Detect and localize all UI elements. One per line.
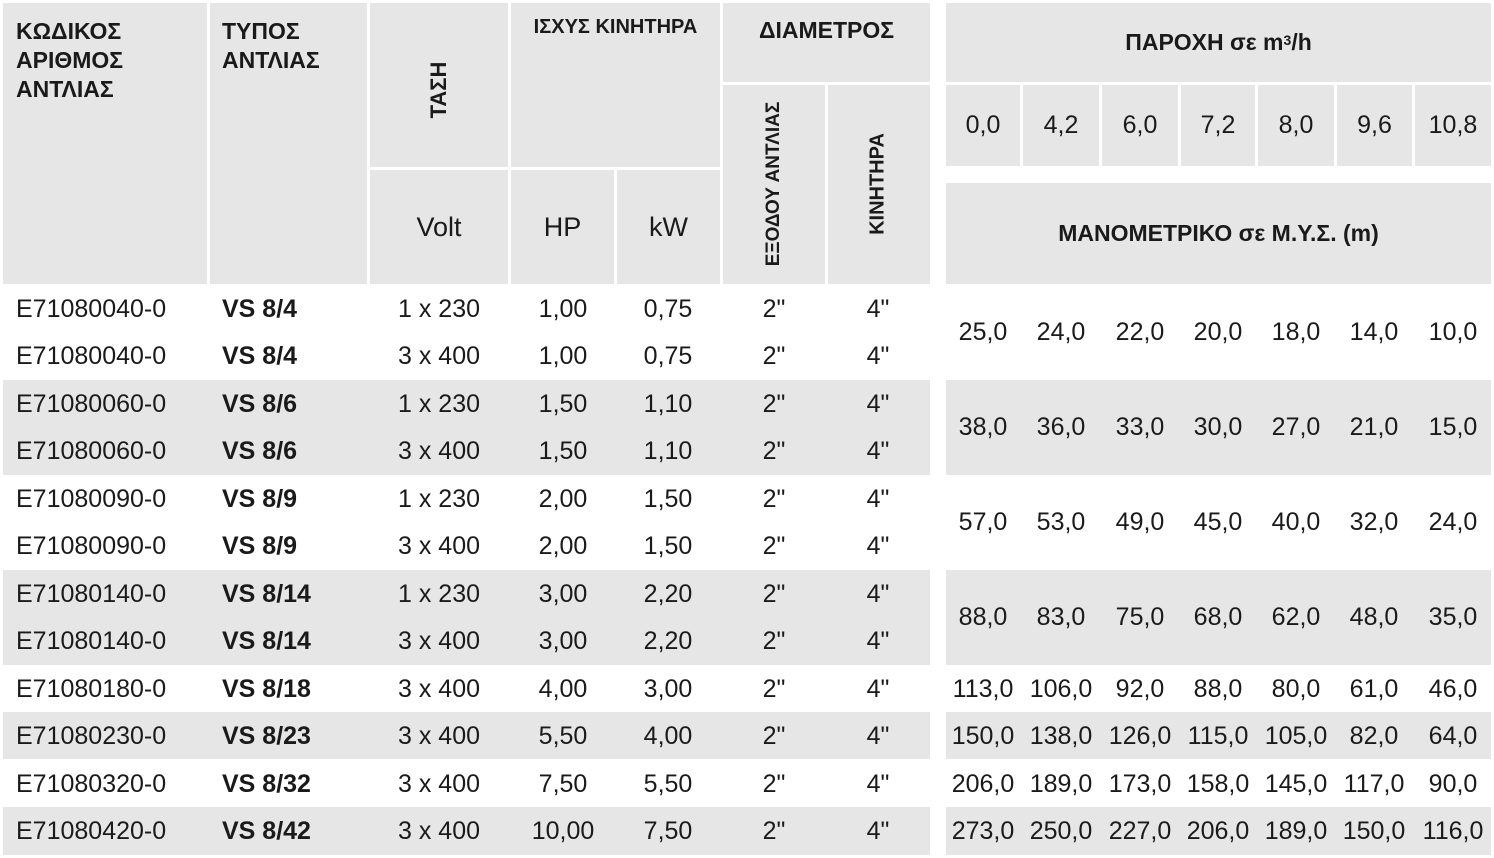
pump-kw: 1,10: [643, 390, 693, 418]
pump-voltage: 3 x 400: [397, 532, 481, 560]
pump-voltage: 1 x 230: [397, 295, 481, 323]
head-value: 22,0: [1115, 318, 1165, 346]
header-hp: HP: [543, 211, 582, 242]
pump-type: VS 8/4: [222, 342, 298, 370]
head-value: 158,0: [1186, 770, 1250, 798]
head-value: 145,0: [1264, 770, 1328, 798]
pump-motor-diameter: 4": [866, 485, 890, 513]
head-value: 24,0: [1428, 508, 1478, 536]
head-value: 49,0: [1115, 508, 1165, 536]
pump-hp: 5,50: [538, 722, 588, 750]
pump-outlet-diameter: 2": [762, 675, 786, 703]
head-value: 206,0: [951, 770, 1015, 798]
head-value: 10,0: [1428, 318, 1478, 346]
pump-type: VS 8/4: [222, 295, 298, 323]
pump-kw: 2,20: [643, 580, 693, 608]
pump-motor-diameter: 4": [866, 532, 890, 560]
head-value: 40,0: [1271, 508, 1321, 536]
pump-type: VS 8/32: [222, 770, 311, 798]
header-volt-unit: Volt: [416, 211, 462, 242]
pump-hp: 1,50: [538, 390, 588, 418]
flow-value: 7,2: [1200, 111, 1236, 139]
pump-hp: 1,50: [538, 437, 588, 465]
head-value: 18,0: [1271, 318, 1321, 346]
head-value: 173,0: [1108, 770, 1172, 798]
pump-hp: 3,00: [538, 627, 588, 655]
pump-code: E71080180-0: [16, 675, 167, 703]
header-flow: [946, 3, 1491, 82]
pump-voltage: 3 x 400: [397, 437, 481, 465]
header-type: ΤΥΠΟΣ ΑΝΤΛΙΑΣ: [222, 18, 320, 73]
flow-value: 4,2: [1043, 111, 1079, 139]
head-value: 90,0: [1428, 770, 1478, 798]
pump-motor-diameter: 4": [866, 675, 890, 703]
flow-value: 10,8: [1428, 111, 1478, 139]
header-code: ΚΩΔΙΚΟΣ ΑΡΙΘΜΟΣ ΑΝΤΛΙΑΣ: [16, 18, 124, 102]
head-value: 33,0: [1115, 413, 1165, 441]
pump-kw: 4,00: [643, 722, 693, 750]
pump-type: VS 8/6: [222, 437, 298, 465]
pump-motor-diameter: 4": [866, 627, 890, 655]
head-value: 105,0: [1264, 722, 1328, 750]
header-motor: ΚΙΝΗΤΗΡΑ: [866, 133, 889, 235]
head-value: 88,0: [958, 603, 1008, 631]
head-value: 106,0: [1029, 675, 1093, 703]
head-value: 116,0: [1422, 817, 1484, 845]
pump-outlet-diameter: 2": [762, 390, 786, 418]
pump-code: E71080230-0: [16, 722, 167, 750]
pump-motor-diameter: 4": [866, 342, 890, 370]
pump-motor-diameter: 4": [866, 770, 890, 798]
pump-outlet-diameter: 2": [762, 722, 786, 750]
header-flow-sup: 3: [1283, 32, 1292, 48]
head-value: 189,0: [1029, 770, 1093, 798]
head-value: 48,0: [1349, 603, 1399, 631]
pump-kw: 1,10: [643, 437, 693, 465]
pump-type: VS 8/9: [222, 485, 298, 513]
pump-code: E71080090-0: [16, 485, 167, 513]
head-value: 82,0: [1349, 722, 1399, 750]
pump-voltage: 3 x 400: [397, 675, 481, 703]
head-value: 27,0: [1271, 413, 1321, 441]
pump-kw: 3,00: [643, 675, 693, 703]
pump-outlet-diameter: 2": [762, 580, 786, 608]
head-value: 24,0: [1036, 318, 1086, 346]
head-value: 14,0: [1349, 318, 1399, 346]
flow-value: 0,0: [965, 111, 1001, 139]
pump-hp: 1,00: [538, 295, 588, 323]
head-value: 88,0: [1193, 675, 1243, 703]
head-value: 150,0: [951, 722, 1015, 750]
pump-type: VS 8/14: [222, 580, 311, 608]
pump-outlet-diameter: 2": [762, 532, 786, 560]
pump-type: VS 8/23: [222, 722, 311, 750]
pump-kw: 0,75: [643, 342, 693, 370]
head-value: 80,0: [1271, 675, 1321, 703]
header-diameter-wrap: [723, 16, 930, 45]
pump-code: E71080060-0: [16, 437, 167, 465]
pump-motor-diameter: 4": [866, 580, 890, 608]
pump-outlet-diameter: 2": [762, 627, 786, 655]
pump-code: E71080060-0: [16, 390, 167, 418]
pump-code: E71080320-0: [16, 770, 167, 798]
header-outlet: ΕΞΟΔΟΥ ΑΝΤΛΙΑΣ: [763, 101, 784, 267]
head-value: 20,0: [1193, 318, 1243, 346]
pump-voltage: 1 x 230: [397, 580, 481, 608]
head-value: 38,0: [958, 413, 1008, 441]
pump-voltage: 3 x 400: [397, 722, 481, 750]
pump-hp: 10,00: [531, 817, 595, 845]
pump-code: E71080040-0: [16, 295, 167, 323]
head-value: 250,0: [1029, 817, 1093, 845]
head-value: 150,0: [1342, 817, 1406, 845]
pump-motor-diameter: 4": [866, 390, 890, 418]
head-value: 113,0: [952, 675, 1014, 703]
pump-outlet-diameter: 2": [762, 437, 786, 465]
pump-type: VS 8/18: [222, 675, 311, 703]
head-value: 206,0: [1186, 817, 1250, 845]
pump-outlet-diameter: 2": [762, 817, 786, 845]
pump-voltage: 3 x 400: [397, 770, 481, 798]
pump-outlet-diameter: 2": [762, 295, 786, 323]
pump-hp: 2,00: [538, 485, 588, 513]
pump-voltage: 3 x 400: [397, 817, 481, 845]
head-value: 117,0: [1343, 770, 1405, 798]
head-value: 64,0: [1428, 722, 1478, 750]
pump-code: E71080140-0: [16, 580, 167, 608]
pump-type: VS 8/14: [222, 627, 311, 655]
pump-hp: 2,00: [538, 532, 588, 560]
header-flow-suffix: /h: [1291, 29, 1312, 55]
pump-hp: 1,00: [538, 342, 588, 370]
pump-motor-diameter: 4": [866, 722, 890, 750]
pump-outlet-diameter: 2": [762, 342, 786, 370]
pump-hp: 7,50: [538, 770, 588, 798]
head-value: 32,0: [1349, 508, 1399, 536]
head-value: 61,0: [1349, 675, 1399, 703]
pump-voltage: 1 x 230: [397, 485, 481, 513]
pump-motor-diameter: 4": [866, 295, 890, 323]
head-value: 62,0: [1271, 603, 1321, 631]
pump-voltage: 1 x 230: [397, 390, 481, 418]
header-motor-power: ΙΣΧΥΣ ΚΙΝΗΤΗΡΑ: [533, 16, 698, 38]
head-value: 126,0: [1108, 722, 1172, 750]
head-value: 68,0: [1193, 603, 1243, 631]
header-head: ΜΑΝΟΜΕΤΡΙΚΟ σε Μ.Υ.Σ. (m): [1058, 220, 1379, 246]
pump-type: VS 8/42: [222, 817, 311, 845]
head-value: 36,0: [1036, 413, 1086, 441]
header-flow-prefix: ΠΑΡΟΧΗ σε m: [1125, 29, 1284, 55]
pump-kw: 2,20: [643, 627, 693, 655]
head-value: 25,0: [958, 318, 1008, 346]
pump-outlet-diameter: 2": [762, 770, 786, 798]
pump-type: VS 8/6: [222, 390, 298, 418]
head-value: 57,0: [958, 508, 1008, 536]
pump-motor-diameter: 4": [866, 437, 890, 465]
pump-kw: 1,50: [643, 485, 693, 513]
pump-kw: 0,75: [643, 295, 693, 323]
head-value: 35,0: [1428, 603, 1478, 631]
head-value: 30,0: [1193, 413, 1243, 441]
head-value: 46,0: [1428, 675, 1478, 703]
head-value: 189,0: [1264, 817, 1328, 845]
header-diameter: ΔΙΑΜΕΤΡΟΣ: [758, 17, 895, 43]
head-value: 227,0: [1108, 817, 1172, 845]
head-value: 138,0: [1029, 722, 1093, 750]
pump-kw: 5,50: [643, 770, 693, 798]
pump-voltage: 3 x 400: [397, 627, 481, 655]
head-value: 75,0: [1115, 603, 1165, 631]
pump-kw: 1,50: [643, 532, 693, 560]
head-value: 21,0: [1349, 413, 1399, 441]
pump-code: E71080140-0: [16, 627, 167, 655]
pump-code: E71080420-0: [16, 817, 167, 845]
head-value: 273,0: [951, 817, 1015, 845]
pump-motor-diameter: 4": [866, 817, 890, 845]
flow-value: 8,0: [1278, 111, 1314, 139]
pump-type: VS 8/9: [222, 532, 298, 560]
flow-value: 9,6: [1357, 111, 1392, 139]
head-value: 83,0: [1036, 603, 1086, 631]
pump-code: E71080040-0: [16, 342, 167, 370]
pump-code: E71080090-0: [16, 532, 167, 560]
head-value: 115,0: [1187, 722, 1249, 750]
head-value: 53,0: [1036, 508, 1086, 536]
flow-value: 6,0: [1122, 111, 1158, 139]
pump-kw: 7,50: [643, 817, 693, 845]
pump-voltage: 3 x 400: [397, 342, 481, 370]
header-kw: kW: [649, 211, 688, 242]
pump-hp: 3,00: [538, 580, 588, 608]
head-value: 15,0: [1428, 413, 1478, 441]
head-value: 92,0: [1115, 675, 1165, 703]
pump-hp: 4,00: [538, 675, 588, 703]
header-voltage: ΤΑΣΗ: [426, 61, 451, 119]
pump-outlet-diameter: 2": [762, 485, 786, 513]
head-value: 45,0: [1193, 508, 1243, 536]
